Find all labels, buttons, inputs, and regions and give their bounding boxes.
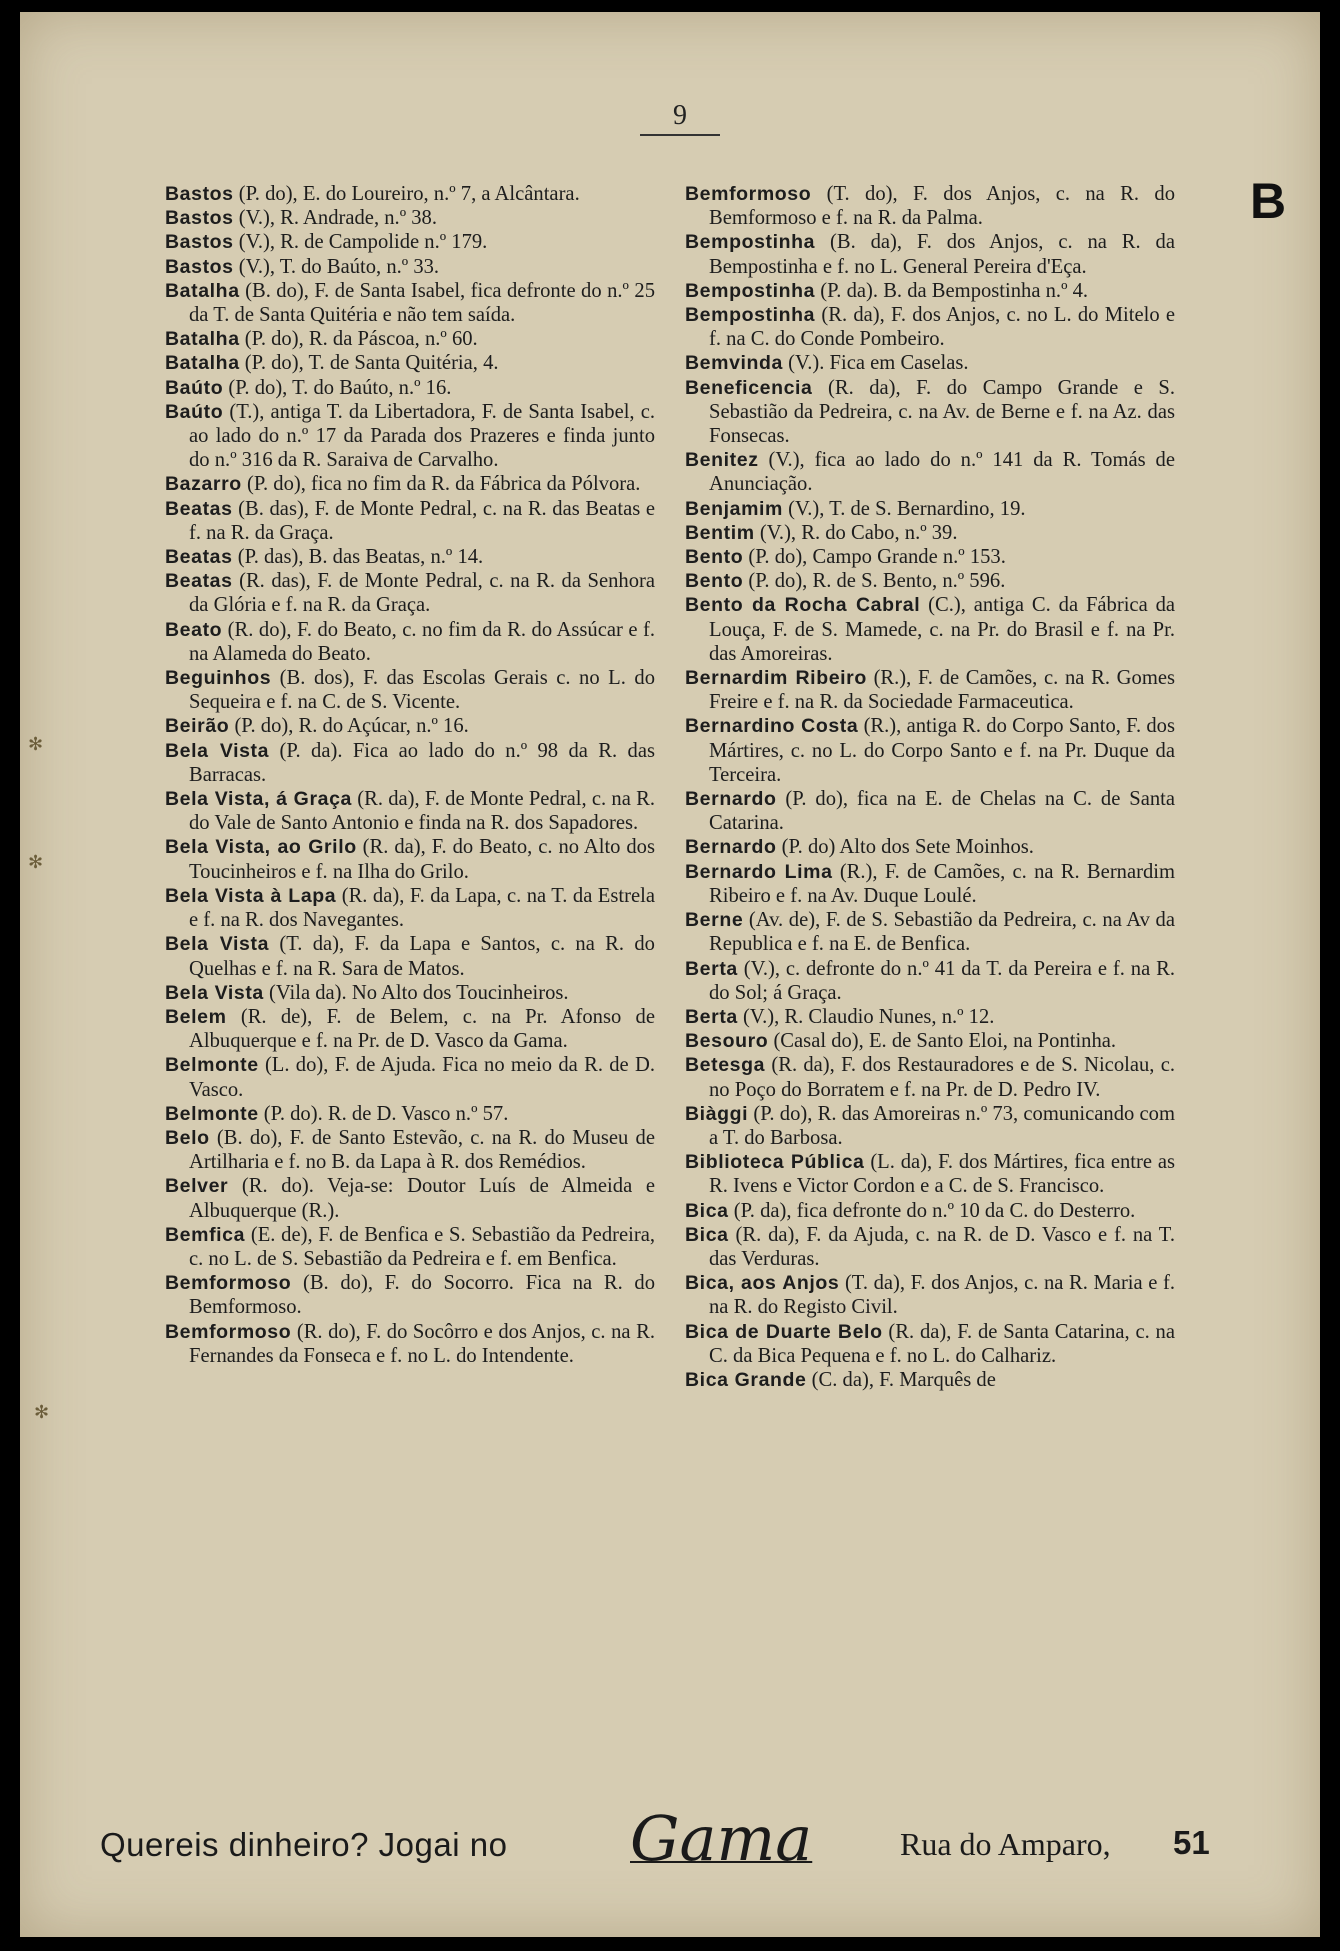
entry-text: (P. do). R. de D. Vasco n.º 57. <box>258 1102 509 1125</box>
street-entry <box>165 666 655 714</box>
entry-headword: Beatas <box>165 570 233 593</box>
entry-text: (P. do), R. de S. Bento, n.º 596. <box>743 570 1006 593</box>
street-entry <box>685 957 1175 1005</box>
entry-headword: Beato <box>165 618 223 641</box>
page-number: 9 <box>640 100 720 136</box>
entry-headword: Benjamim <box>685 497 783 520</box>
entry-headword: Bernardino Costa <box>685 715 859 738</box>
street-entry <box>685 182 1175 230</box>
street-entry <box>165 714 655 738</box>
street-entry <box>685 1271 1175 1319</box>
entry-headword: Beneficencia <box>685 376 813 399</box>
entry-text: (P. do), fica no fim da R. da Fábrica da Pólvora. <box>241 473 641 496</box>
entry-headword: Berta <box>685 1005 738 1028</box>
entry-text: (P. da). Fica ao lado do n.º 98 da R. das Barracas. <box>189 739 655 786</box>
entry-headword: Bernardo <box>685 788 777 811</box>
entry-text: (R.), F. de Camões, c. na R. Bernardim Ribeiro e f. na Av. Duque Loulé. <box>709 860 1176 907</box>
street-entry <box>165 206 655 230</box>
entry-headword: Bela Vista <box>165 739 270 762</box>
street-entry <box>685 714 1175 787</box>
entry-headword: Beguinhos <box>165 667 272 690</box>
street-entry <box>165 279 655 327</box>
entry-headword: Bempostinha <box>685 279 816 302</box>
entry-text: (T. da), F. da Lapa e Santos, c. na R. do Quelhas e f. na R. Sara de Matos. <box>189 933 655 980</box>
entry-headword: Bemfica <box>165 1223 246 1246</box>
entry-headword: Bemvinda <box>685 352 783 375</box>
entry-headword: Belmonte <box>165 1054 259 1077</box>
entry-text: (B. das), F. de Monte Pedral, c. na R. das Beatas e f. na R. da Graça. <box>189 497 655 544</box>
entry-headword: Bemformoso <box>165 1272 292 1295</box>
entry-text: (P. do), T. de Santa Quitéria, 4. <box>239 352 499 375</box>
entry-text: (V.), T. de S. Bernardino, 19. <box>783 497 1026 520</box>
footer-address: Rua do Amparo, <box>900 1826 1111 1862</box>
street-entry <box>165 230 655 254</box>
entry-text: (P. do), T. do Baúto, n.º 16. <box>223 376 452 399</box>
entry-text: (E. de), F. de Benfica e S. Sebastião da Pedreira, c. no L. de S. Sebastião da Pedreira e f. em Benfica. <box>189 1223 655 1270</box>
street-entry <box>165 618 655 666</box>
street-entry <box>165 1102 655 1126</box>
entry-text: (R. da), F. do Beato, c. no Alto dos Toucinheiros e f. na Ilha do Grilo. <box>189 836 655 883</box>
entry-text: (L. do), F. de Ajuda. Fica no meio da R. de D. Vasco. <box>189 1054 655 1101</box>
footer-address-number: 51 <box>1173 1824 1210 1861</box>
entry-headword: Bela Vista, ao Grilo <box>165 836 357 859</box>
entry-text: (V.), c. defronte do n.º 41 da T. da Pereira e f. na R. do Sol; á Graça. <box>709 957 1175 1004</box>
street-entry <box>165 1053 655 1101</box>
street-entry <box>165 545 655 569</box>
street-entry <box>165 1005 655 1053</box>
street-entry <box>685 1199 1175 1223</box>
footer-slogan: Quereis dinheiro? Jogai no <box>100 1826 508 1863</box>
street-entry <box>165 1271 655 1319</box>
entry-text: (P. do), R. da Páscoa, n.º 60. <box>239 328 478 351</box>
entry-text: (P. do), R. das Amoreiras n.º 73, comunicando com a T. do Barbosa. <box>709 1102 1175 1149</box>
entry-text: (L. da), F. dos Mártires, fica entre as R. Ivens e Victor Cordon e a C. de S. Francisco. <box>709 1151 1175 1198</box>
entry-headword: Bastos <box>165 207 234 230</box>
entry-text: (C.), antiga C. da Fábrica da Louça, F. de S. Mamede, c. na Pr. do Brasil e f. na Pr. das Amoreiras. <box>709 594 1176 665</box>
street-entry <box>685 860 1175 908</box>
entry-headword: Benitez <box>685 449 759 472</box>
street-entry <box>685 497 1175 521</box>
entry-text: (P. do), Campo Grande n.º 153. <box>743 546 1006 569</box>
street-entry <box>685 1029 1175 1053</box>
street-entry <box>685 1150 1175 1198</box>
entry-text: (V.), R. Andrade, n.º 38. <box>233 207 437 230</box>
entry-headword: Belver <box>165 1175 229 1198</box>
street-entry <box>685 1320 1175 1368</box>
margin-mark: ✻ <box>28 734 44 754</box>
street-entry <box>165 182 655 206</box>
street-entry <box>685 448 1175 496</box>
entry-text: (Casal do), E. de Santo Eloi, na Pontinha. <box>768 1030 1117 1053</box>
entry-headword: Batalha <box>165 328 240 351</box>
street-entry <box>685 908 1175 956</box>
street-entry <box>685 787 1175 835</box>
street-entry <box>165 1126 655 1174</box>
entry-text: (P. do), R. do Açúcar, n.º 16. <box>229 715 469 738</box>
street-entry <box>165 1174 655 1222</box>
entry-text: (P. do), fica na E. de Chelas na C. de Santa Catarina. <box>709 788 1175 835</box>
entry-text: (Vila da). No Alto dos Toucinheiros. <box>263 981 569 1004</box>
entry-text: (P. das), B. das Beatas, n.º 14. <box>232 546 484 569</box>
entry-text: (T. da), F. dos Anjos, c. na R. Maria e f. na R. do Registo Civil. <box>709 1272 1175 1319</box>
entry-headword: Belo <box>165 1126 210 1149</box>
street-entry <box>165 1223 655 1271</box>
entry-headword: Batalha <box>165 279 240 302</box>
entry-text: (T. do), F. dos Anjos, c. na R. do Bemformoso e f. na R. da Palma. <box>709 183 1175 230</box>
entry-text: (P. do) Alto dos Sete Moinhos. <box>776 836 1034 859</box>
entry-text: (V.), R. de Campolide n.º 179. <box>233 231 488 254</box>
entry-text: (R. da), F. dos Anjos, c. no L. do Mitelo e f. na C. do Conde Pombeiro. <box>709 304 1175 351</box>
street-entry <box>165 327 655 351</box>
entry-text: (R. da), F. de Santa Catarina, c. na C. da Bica Pequena e f. no L. do Calhariz. <box>709 1320 1175 1367</box>
entry-headword: Berne <box>685 909 744 932</box>
street-entry <box>165 884 655 932</box>
entry-headword: Biblioteca Pública <box>685 1151 865 1174</box>
left-column <box>165 182 655 1368</box>
street-entry <box>165 1320 655 1368</box>
entry-headword: Bento <box>685 546 744 569</box>
entry-headword: Bastos <box>165 231 234 254</box>
street-entry <box>165 255 655 279</box>
entry-text: (P. da). B. da Bempostinha n.º 4. <box>815 279 1089 302</box>
street-entry <box>685 1102 1175 1150</box>
entry-headword: Baúto <box>165 400 224 423</box>
street-entry <box>685 545 1175 569</box>
street-entry <box>685 666 1175 714</box>
thumb-index-letter: B <box>1250 173 1287 229</box>
entry-headword: Belmonte <box>165 1102 259 1125</box>
entry-text: (R. do), F. do Socôrro e dos Anjos, c. na R. Fernandes da Fonseca e f. no L. do Intendente. <box>189 1320 655 1367</box>
entry-text: (B. do), F. de Santa Isabel, fica defronte do n.º 25 da T. de Santa Quitéria e não tem saída. <box>189 279 655 327</box>
entry-text: (R. da), F. da Lapa, c. na T. da Estrela e f. na R. dos Navegantes. <box>189 884 655 932</box>
entry-headword: Bernardim Ribeiro <box>685 667 867 690</box>
entry-headword: Bempostinha <box>685 304 816 327</box>
entry-text: (R.), antiga R. do Corpo Santo, F. dos Mártires, c. no L. do Corpo Santo e f. na Pr. Duque da Terceira. <box>709 715 1175 786</box>
entry-headword: Bento da Rocha Cabral <box>685 594 921 617</box>
entry-text: (Av. de), F. de S. Sebastião da Pedreira, c. na Av da Republica e f. na E. de Benfica. <box>709 909 1175 956</box>
entry-headword: Biàggi <box>685 1102 749 1125</box>
entry-headword: Bastos <box>165 183 234 205</box>
street-entry <box>685 521 1175 545</box>
entry-text: (R. da), F. de Monte Pedral, c. na R. do Vale de Santo Antonio e finda na R. dos Sapadores. <box>189 788 655 835</box>
entry-text: (R. da), F. dos Restauradores e de S. Nicolau, c. no Poço do Borratem e f. na Pr. de D. Pedro IV. <box>709 1054 1175 1101</box>
street-entry <box>685 351 1175 375</box>
entry-text: (R. da), F. da Ajuda, c. na R. de D. Vasco e f. na T. das Verduras. <box>709 1223 1175 1270</box>
entry-headword: Bastos <box>165 255 234 278</box>
entry-headword: Belem <box>165 1005 227 1028</box>
entry-text: (C. da), F. Marquês de <box>806 1368 996 1391</box>
entry-headword: Berta <box>685 957 738 980</box>
entry-text: (V.), T. do Baúto, n.º 33. <box>233 255 440 278</box>
entry-headword: Beirão <box>165 715 230 738</box>
entry-text: (V.), R. Claudio Nunes, n.º 12. <box>737 1005 995 1028</box>
street-entry <box>165 351 655 375</box>
entry-headword: Bica de Duarte Belo <box>685 1320 883 1343</box>
street-entry <box>685 835 1175 859</box>
entry-text: (P. do), E. do Loureiro, n.º 7, a Alcântara. <box>233 183 580 205</box>
entry-headword: Beatas <box>165 546 233 569</box>
street-entry <box>165 497 655 545</box>
entry-headword: Bela Vista, á Graça <box>165 788 352 811</box>
entry-text: (R. da), F. do Campo Grande e S. Sebastião da Pedreira, c. na Av. de Berne e f. na Az. das Fonsecas. <box>709 376 1175 448</box>
advertisement-footer <box>100 1802 1250 1892</box>
entry-headword: Bernardo <box>685 836 777 859</box>
street-entry <box>165 835 655 883</box>
street-entry <box>165 569 655 617</box>
entry-headword: Bempostinha <box>685 231 816 254</box>
entry-text: (V.). Fica em Caselas. <box>783 352 969 375</box>
entry-headword: Bemformoso <box>165 1320 292 1343</box>
street-entry <box>685 279 1175 303</box>
entry-text: (V.), R. do Cabo, n.º 39. <box>754 521 958 544</box>
entry-headword: Betesga <box>685 1054 766 1077</box>
street-entry <box>165 376 655 400</box>
entry-text: (B. da), F. dos Anjos, c. na R. da Bempostinha e f. no L. General Pereira d'Eça. <box>709 231 1175 278</box>
street-entry <box>165 739 655 787</box>
street-entry <box>685 1368 1175 1392</box>
entry-text: (R. do), F. do Beato, c. no fim da R. do Assúcar e f. na Alameda do Beato. <box>189 618 655 665</box>
street-entry <box>165 472 655 496</box>
margin-mark: ✻ <box>34 1402 50 1422</box>
entry-headword: Beatas <box>165 497 233 520</box>
street-entry <box>165 981 655 1005</box>
street-entry <box>685 1005 1175 1029</box>
entry-headword: Bernardo Lima <box>685 860 833 883</box>
entry-text: (B. dos), F. das Escolas Gerais c. no L. do Sequeira e f. na C. de S. Vicente. <box>189 667 655 714</box>
street-entry <box>685 376 1175 449</box>
street-entry <box>165 400 655 473</box>
right-column <box>685 182 1175 1392</box>
entry-text: (P. da), fica defronte do n.º 10 da C. do Desterro. <box>728 1199 1136 1222</box>
street-entry <box>685 303 1175 351</box>
entry-headword: Besouro <box>685 1030 769 1053</box>
entry-text: (R.), F. de Camões, c. na R. Gomes Freire e f. na R. da Sociedade Farmaceutica. <box>709 667 1175 714</box>
entry-text: (V.), fica ao lado do n.º 141 da R. Tomás de Anunciação. <box>709 449 1175 496</box>
margin-mark: ✻ <box>28 852 44 872</box>
entry-headword: Bica Grande <box>685 1368 807 1391</box>
entry-text: (B. do), F. do Socorro. Fica na R. do Bemformoso. <box>189 1272 655 1319</box>
entry-headword: Bica <box>685 1223 729 1246</box>
entry-headword: Bentim <box>685 521 755 544</box>
document-page <box>20 12 1320 1937</box>
entry-headword: Bica, aos Anjos <box>685 1272 840 1295</box>
street-entry <box>685 1053 1175 1101</box>
entry-text: (R. do). Veja-se: Doutor Luís de Almeida e Albuquerque (R.). <box>189 1175 655 1222</box>
street-entry <box>165 787 655 835</box>
street-entry <box>685 1223 1175 1271</box>
entry-text: (R. de), F. de Belem, c. na Pr. Afonso de Albuquerque e f. na Pr. de D. Vasco da Gama. <box>189 1005 655 1053</box>
entry-headword: Baúto <box>165 376 224 399</box>
street-entry <box>685 593 1175 666</box>
street-entry <box>685 569 1175 593</box>
entry-text: (T.), antiga T. da Libertadora, F. de Santa Isabel, c. ao lado do n.º 17 da Parada dos Prazeres e finda junto do n.º 316 da R. Saraiva de Carvalho. <box>189 400 655 472</box>
entry-headword: Bela Vista <box>165 981 264 1004</box>
entry-headword: Bazarro <box>165 473 242 496</box>
footer-brand-logo: Gama <box>630 1802 813 1875</box>
entry-headword: Bela Vista à Lapa <box>165 884 337 907</box>
entry-headword: Bica <box>685 1199 729 1222</box>
entry-headword: Batalha <box>165 352 240 375</box>
entry-headword: Bemformoso <box>685 183 812 205</box>
entry-headword: Bela Vista <box>165 933 270 956</box>
entry-headword: Bento <box>685 570 744 593</box>
street-entry <box>685 230 1175 278</box>
street-entry <box>165 932 655 980</box>
entry-text: (B. do), F. de Santo Estevão, c. na R. do Museu de Artilharia e f. no B. da Lapa à R. dos Remédios. <box>189 1126 655 1174</box>
entry-text: (R. das), F. de Monte Pedral, c. na R. da Senhora da Glória e f. na R. da Graça. <box>189 570 655 617</box>
